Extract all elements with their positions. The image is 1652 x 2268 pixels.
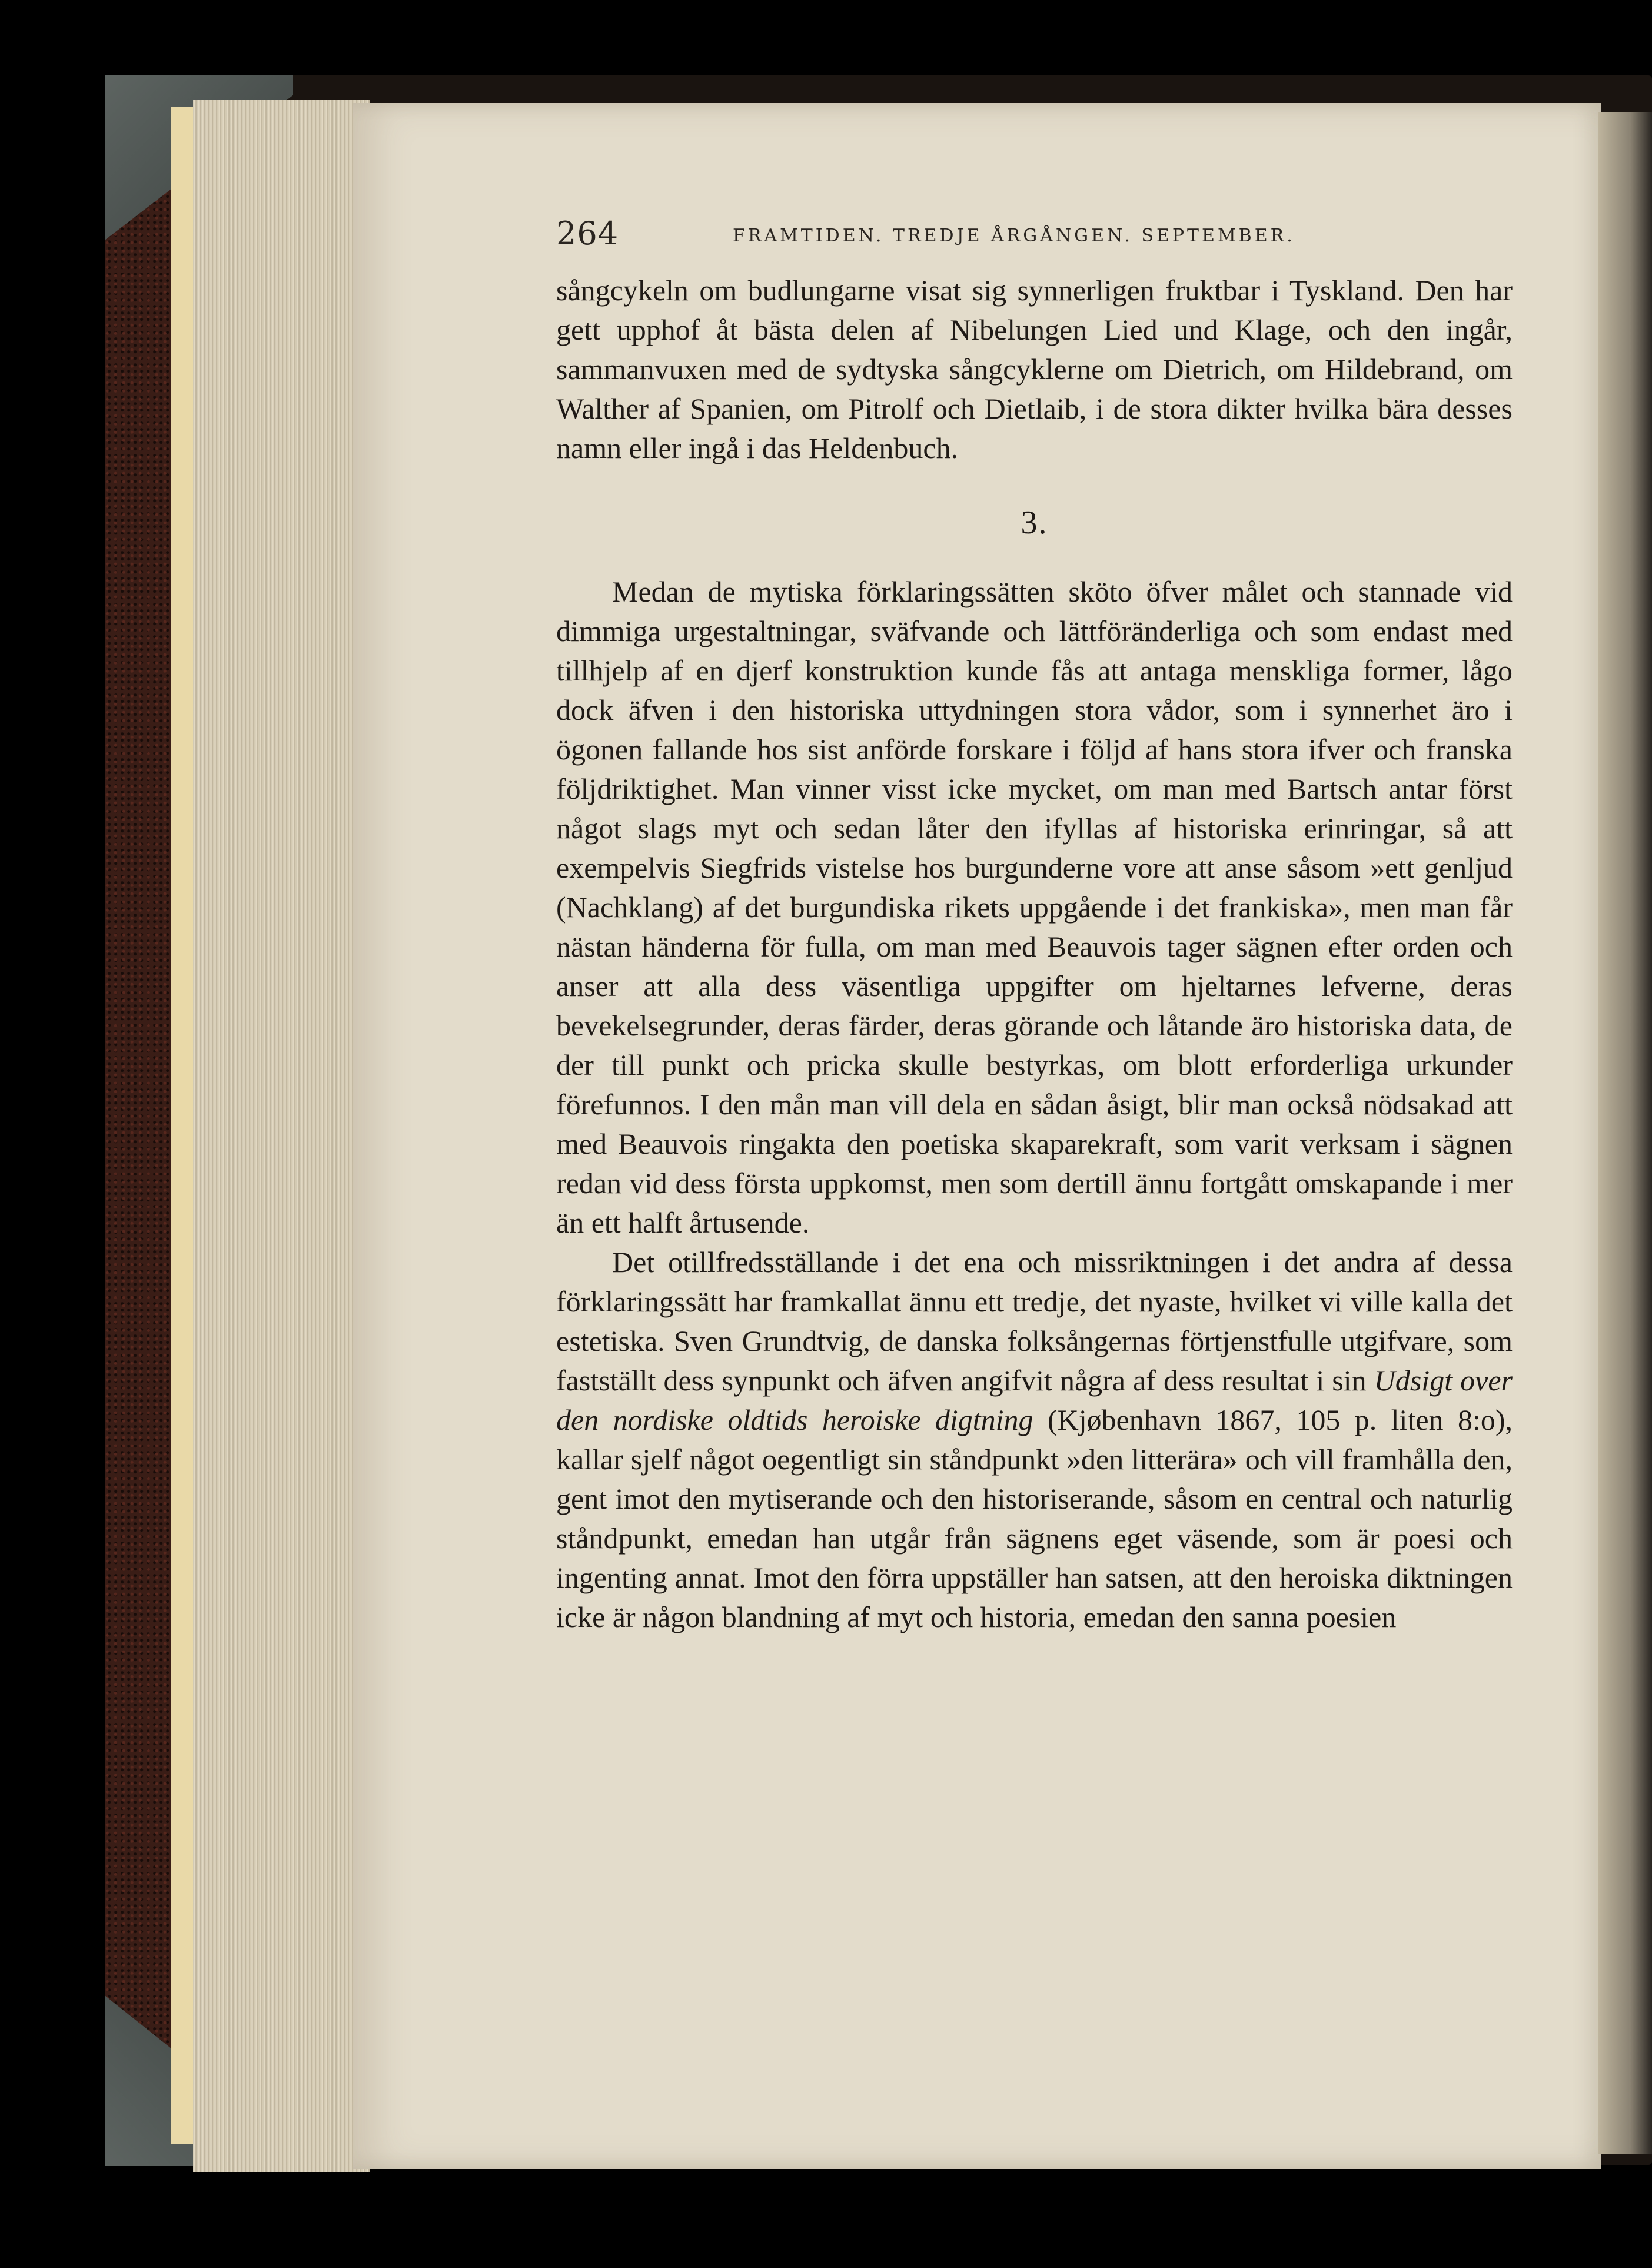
paragraph-3-end: (Kjøbenhavn 1867, 105 p. liten 8:o), kallar sjelf något oegentligt sin ståndpunkt »den litterära» och vill framhålla den, gent imot den mytiserande och den historiserande, såsom en central och naturlig ståndpunkt, emedan han utgår från sägnens eget väsende, som är poesi och ingenting annat. Imot den förra uppställer han satsen, att den heroiska diktningen icke är någon blandning af myt och historia, emedan den sanna poesien bbox=[556, 1403, 1513, 1633]
section-number: 3. bbox=[1021, 504, 1048, 541]
page-body bbox=[556, 271, 1513, 1637]
paragraph-3-start: Det otillfredsställande i det ena och missriktningen i det andra af dessa förklaringssätt har framkallat ännu ett tredje, det nyaste, hvilket vi ville kalla det estetiska. Sven Grundtvig, de danska folksångernas förtjenstfulle utgifvare, som fastställt dess synpunkt och äfven angifvit några af dess resultat i sin bbox=[556, 1246, 1513, 1397]
page-number: 264 bbox=[556, 215, 619, 252]
paragraph-1: sångcykeln om budlungarne visat sig synnerligen fruktbar i Tyskland. Den har gett upphof åt bästa delen af Nibelungen Lied und Klage, och den ingår, sammanvuxen med de sydtyska sångcyklerne om Dietrich, om Hildebrand, om Walther af Spanien, om Pitrolf och Dietlaib, i de stora dikter hvilka bära desses namn eller ingå i das Heldenbuch. bbox=[556, 274, 1513, 464]
flyleaf-strip bbox=[171, 107, 193, 2144]
book-title-citation: Udsigt over den nordiske oldtids heroiske digtning bbox=[556, 1364, 1513, 1436]
page-right-edge bbox=[1598, 112, 1652, 2154]
paragraph-2: Medan de mytiska förklaringssätten sköto öfver målet och stannade vid dimmiga urgestaltningar, sväfvande och lättföränderliga och som endast med tillhjelp af en djerf konstruktion kunde fås att antaga menskliga former, lågo dock äfven i den historiska uttydningen stora vådor, som i synnerhet äro i ögonen fallande hos sist anförde forskare i följd af hans stora ifver och franska följdriktighet. Man vinner visst icke mycket, om man med Bartsch antar först något slags myt och sedan låter den ifyllas af historiska erinringar, så att exempelvis Siegfrids vistelse hos burgunderne vore att anse såsom »ett genljud (Nachklang) af det burgundiska rikets uppgående i det frankiska», men man får nästan händerna för fulla, om man med Beauvois tager sägnen efter orden och anser att alla dess väsentliga uppgifter om hjeltarnes lefverne, deras bevekelsegrunder, deras färder, deras görande och låtande äro historiska data, de der till punkt och pricka skulle bestyrkas, om blott erforderliga urkunder förefunnos. I den mån man vill dela en sådan åsigt, blir man också nödsakad att med Beauvois ringakta den poetiska skaparekraft, som varit verksam i sägnen redan vid dess första uppkomst, men som dertill ännu fortgått omskapande i mer än ett halft årtusende. bbox=[556, 575, 1513, 1239]
paragraph-3 bbox=[556, 1243, 1513, 1637]
page-header bbox=[556, 215, 1510, 268]
running-head: FRAMTIDEN. TREDJE ÅRGÅNGEN. SEPTEMBER. bbox=[733, 225, 1295, 246]
page-edges bbox=[193, 100, 370, 2172]
